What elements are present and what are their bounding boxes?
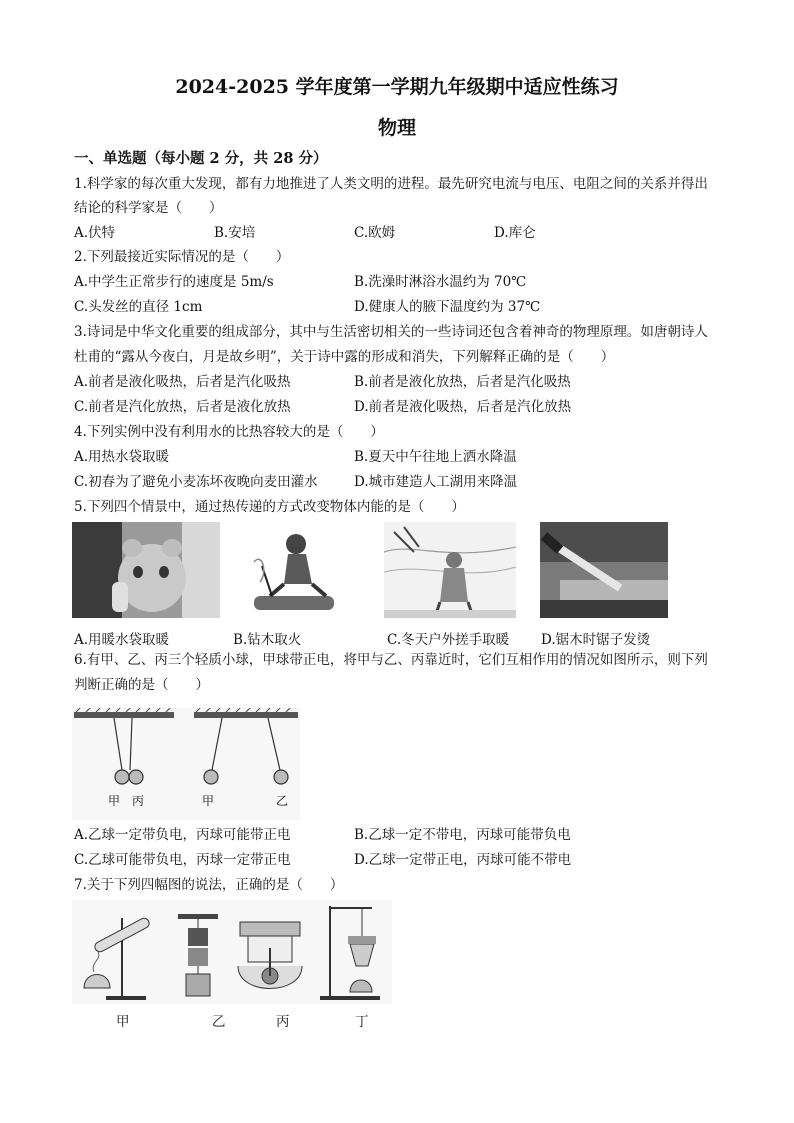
q3-option-d: D.前者是液化吸热，后者是汽化放热 — [354, 399, 572, 415]
q2-option-a: A.中学生正常步行的速度是 5m/s — [74, 274, 274, 290]
q5-option-c: C.冬天户外搓手取暖 — [387, 632, 510, 648]
q5-photo-b-drilling-wood — [232, 522, 358, 618]
q1-stem-line2: 结论的科学家是（ ） — [74, 200, 223, 216]
q7-figure-bing-engine — [238, 922, 302, 989]
q7-label-bing: 丙 — [276, 1014, 290, 1030]
q6-label-jia-left: 甲 — [108, 794, 121, 808]
q7-label-jia: 甲 — [116, 1014, 130, 1030]
q3-option-a: A.前者是液化吸热，后者是汽化吸热 — [74, 374, 291, 390]
q5-photo-d-sawing-wood — [540, 522, 668, 618]
q6-stem-line1: 6.有甲、乙、丙三个轻质小球，甲球带正电，将甲与乙、丙靠近时，它们互相作用的情况如图所示，则下列 — [74, 652, 708, 668]
q6-pendulum-diagram — [72, 708, 300, 820]
q6-label-jia-right: 甲 — [202, 794, 215, 808]
section-heading: 一、单选题（每小题 2 分，共 28 分） — [74, 150, 328, 167]
q3-stem-line2: 杜甫的“露从今夜白，月是故乡明”，关于诗中露的形成和消失，下列解释正确的是（ ） — [74, 349, 615, 365]
q2-option-b: B.洗澡时淋浴水温约为 70℃ — [354, 274, 527, 290]
q1-option-c: C.欧姆 — [354, 225, 396, 241]
exam-title: 2024-2025 学年度第一学期九年级期中适应性练习 — [175, 76, 619, 98]
q3-stem-line1: 3.诗词是中华文化重要的组成部分，其中与生活密切相关的一些诗词还包含着神奇的物理原理。如唐朝诗人 — [74, 324, 708, 340]
q4-option-d: D.城市建造人工湖用来降温 — [354, 474, 518, 490]
q1-option-b: B.安培 — [214, 225, 256, 241]
q7-label-yi: 乙 — [212, 1014, 226, 1030]
q6-label-bing: 丙 — [132, 794, 145, 808]
q6-option-d: D.乙球一定带正电，丙球可能不带电 — [354, 852, 572, 868]
q4-option-c: C.初春为了避免小麦冻坏夜晚向麦田灌水 — [74, 474, 318, 490]
q7-stem: 7.关于下列四幅图的说法，正确的是（ ） — [74, 877, 344, 893]
q6-label-yi: 乙 — [276, 794, 289, 808]
q5-photo-a-hot-water-bag — [72, 522, 220, 618]
q7-four-figures — [72, 900, 392, 1004]
q2-stem: 2.下列最接近实际情况的是（ ） — [74, 249, 290, 265]
q3-option-c: C.前者是汽化放热，后者是液化放热 — [74, 399, 291, 415]
q5-stem: 5.下列四个情景中，通过热传递的方式改变物体内能的是（ ） — [74, 499, 465, 515]
q7-label-ding: 丁 — [355, 1014, 369, 1030]
q5-option-a: A.用暖水袋取暖 — [74, 632, 170, 648]
q6-stem-line2: 判断正确的是（ ） — [74, 677, 209, 693]
q4-option-b: B.夏天中午往地上洒水降温 — [354, 449, 517, 465]
q2-option-d: D.健康人的腋下温度约为 37℃ — [354, 299, 541, 315]
q4-stem: 4.下列实例中没有利用水的比热容较大的是（ ） — [74, 424, 384, 440]
q1-stem-line1: 1.科学家的每次重大发现，都有力地推进了人类文明的进程。最先研究电流与电压、电阻之间的关系并得出 — [74, 176, 708, 192]
q6-option-b: B.乙球一定不带电，丙球可能带负电 — [354, 827, 571, 843]
q5-option-b: B.钻木取火 — [233, 632, 302, 648]
subject-title: 物理 — [377, 117, 416, 139]
q5-option-d: D.锯木时锯子发烫 — [541, 632, 651, 648]
q4-option-a: A.用热水袋取暖 — [74, 449, 170, 465]
q6-option-c: C.乙球可能带负电，丙球一定带正电 — [74, 852, 291, 868]
q1-option-d: D.库仑 — [494, 225, 536, 241]
q3-option-b: B.前者是液化放热，后者是汽化吸热 — [354, 374, 571, 390]
q5-photo-c-rubbing-hands — [384, 522, 516, 618]
q2-option-c: C.头发丝的直径 1cm — [74, 299, 203, 315]
q1-option-a: A.伏特 — [74, 225, 116, 241]
q6-option-a: A.乙球一定带负电，丙球可能带正电 — [74, 827, 291, 843]
